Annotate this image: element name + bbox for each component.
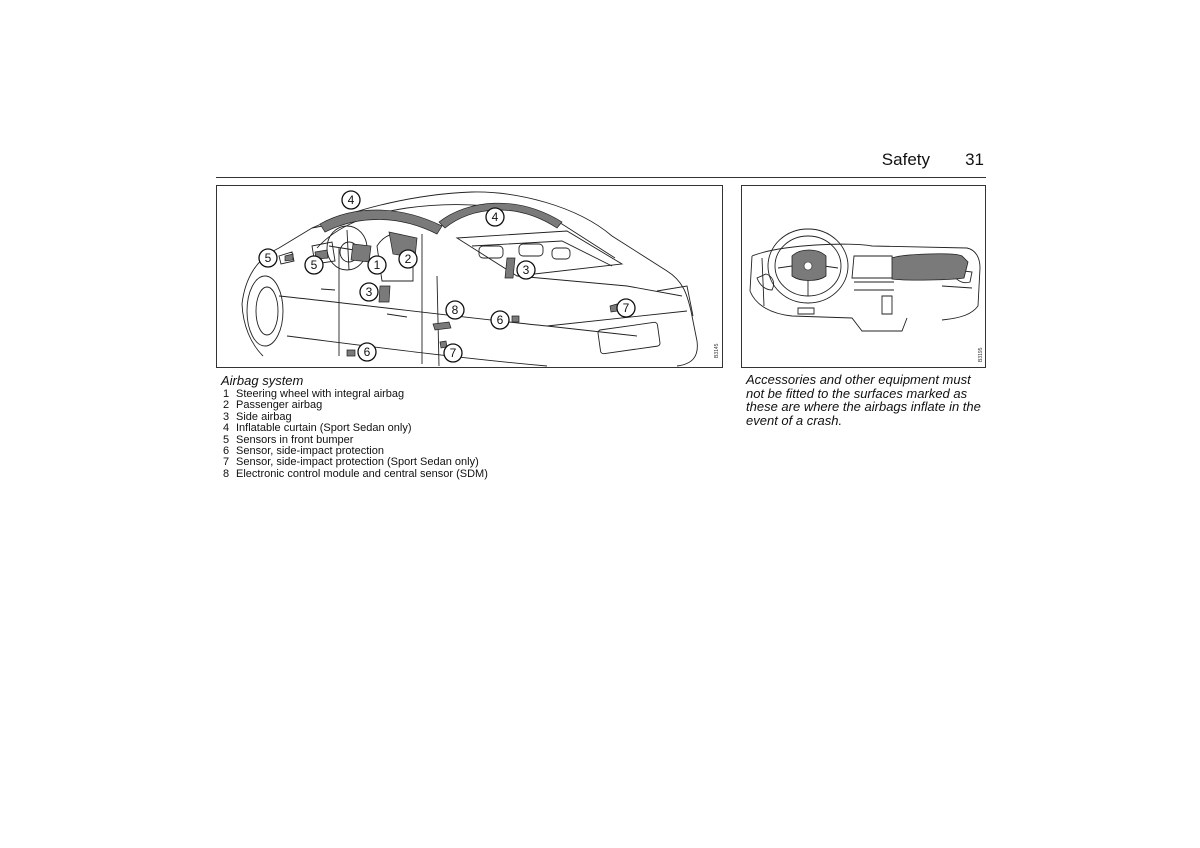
svg-text:5: 5	[264, 251, 272, 265]
callout-1	[368, 256, 386, 274]
callout-7b	[444, 344, 462, 362]
section-title: Safety	[881, 150, 930, 169]
legend-list	[221, 389, 701, 480]
airbag-system-illustration	[216, 185, 723, 368]
figure-code: B3195	[978, 347, 984, 362]
callout-6b	[358, 343, 376, 361]
svg-text:6: 6	[363, 345, 371, 359]
svg-text:8: 8	[451, 303, 459, 317]
svg-text:2: 2	[404, 252, 412, 266]
svg-text:3: 3	[365, 285, 373, 299]
legend-item: 7 Sensor, side-impact protection (Sport Sedan only)	[223, 456, 479, 469]
dashboard-drawing	[742, 186, 985, 367]
legend-item: 4 Inflatable curtain (Sport Sedan only)	[223, 422, 412, 435]
callout-8	[446, 301, 464, 319]
svg-text:6: 6	[496, 313, 504, 327]
callout-5a	[259, 249, 277, 267]
svg-text:3: 3	[522, 263, 530, 277]
caption-title: Airbag system	[221, 373, 304, 388]
callout-6a	[491, 311, 509, 329]
callout-4a	[342, 191, 360, 209]
legend-item: 1 Steering wheel with integral airbag	[223, 388, 405, 400]
callout-4b	[486, 208, 504, 226]
callout-2	[399, 250, 417, 268]
legend-item: 6 Sensor, side-impact protection	[223, 445, 384, 458]
callout-3b	[360, 283, 378, 301]
figure-caption	[221, 373, 701, 480]
svg-text:1: 1	[373, 258, 381, 272]
car-drawing	[217, 186, 722, 367]
callout-5b	[305, 256, 323, 274]
svg-text:4: 4	[347, 193, 355, 207]
legend-item: 2 Passenger airbag	[223, 399, 323, 412]
passenger-airbag-surface	[892, 254, 968, 280]
page-header	[216, 150, 986, 176]
svg-text:7: 7	[622, 301, 630, 315]
callout-7a	[617, 299, 635, 317]
svg-text:7: 7	[449, 346, 457, 360]
svg-text:4: 4	[491, 210, 499, 224]
warning-note: Accessories and other equipment must not be fitted to the surfaces marked as these are where the airbags inflate in the event of a crash.	[746, 372, 981, 428]
legend-item: 5 Sensors in front bumper	[223, 433, 354, 446]
legend-item: 3 Side airbag	[223, 410, 292, 423]
svg-text:5: 5	[310, 258, 318, 272]
page-number: 31	[965, 150, 984, 169]
header-rule	[216, 177, 986, 178]
figure-code: B3145	[714, 343, 720, 358]
legend-item: 8 Electronic control module and central sensor (SDM)	[223, 467, 488, 480]
callout-3a	[517, 261, 535, 279]
dashboard-illustration	[741, 185, 986, 368]
